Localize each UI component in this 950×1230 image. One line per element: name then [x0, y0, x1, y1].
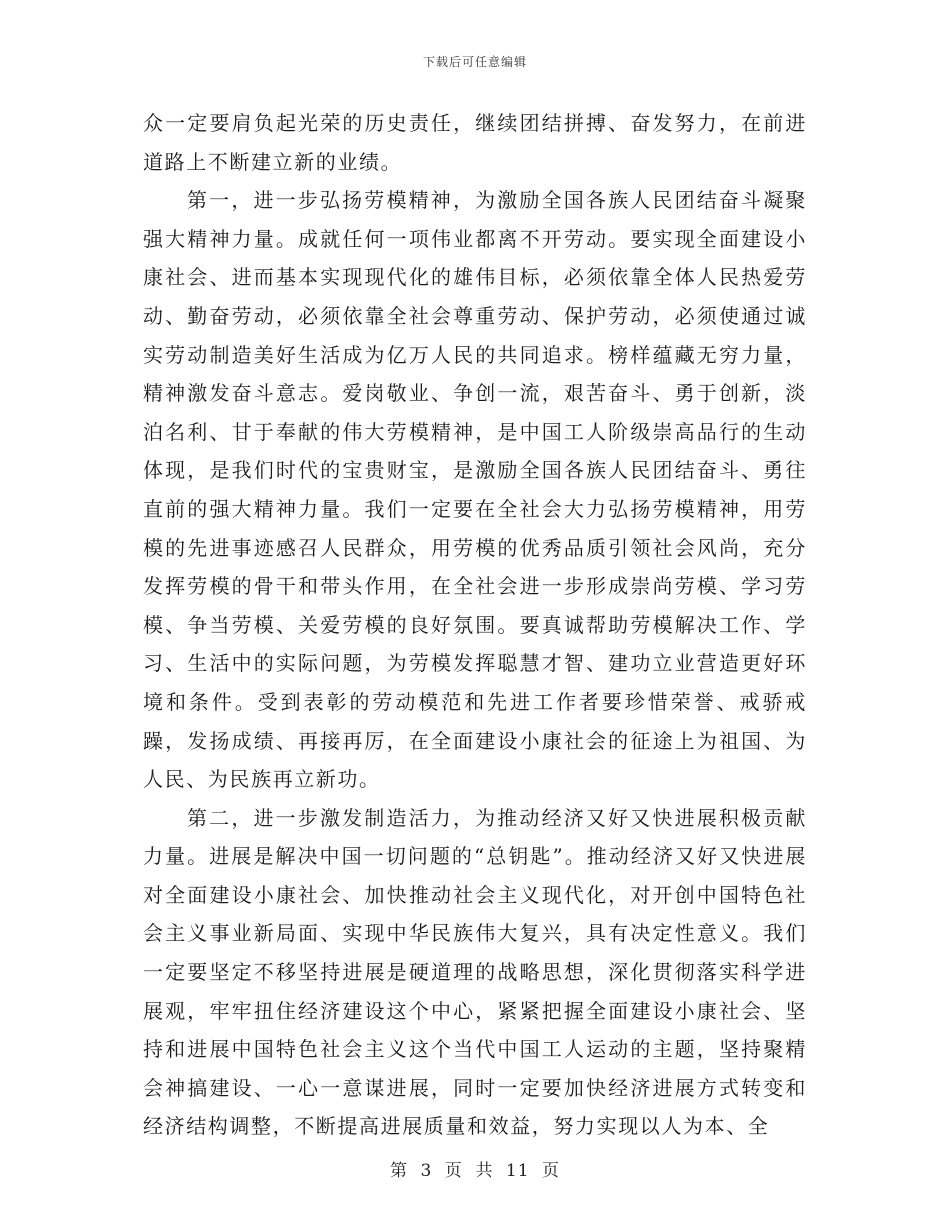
paragraph-continuation: 众一定要肩负起光荣的历史责任，继续团结拼搏、奋发努力，在前进道路上不断建立新的业绩。: [143, 111, 807, 174]
paragraph-first-point: 第一，进一步弘扬劳模精神，为激励全国各族人民团结奋斗凝聚强大精神力量。成就任何一项伟业都离不开劳动。要实现全面建设小康社会、进而基本实现现代化的雄伟目标，必须依靠全体人民热爱劳动、勤奋劳动，必须依靠全社会尊重劳动、保护劳动，必须使通过诚实劳动制造美好生活成为亿万人民的共同追求。榜样蕴藏无穷力量，精神激发奋斗意志。爱岗敬业、争创一流，艰苦奋斗、勇于创新，淡泊名利、甘于奉献的伟大劳模精神，是中国工人阶级崇高品行的生动体现，是我们时代的宝贵财宝，是激励全国各族人民团结奋斗、勇往直前的强大精神力量。我们一定要在全社会大力弘扬劳模精神，用劳模的先进事迹感召人民群众，用劳模的优秀品质引领社会风尚，充分发挥劳模的骨干和带头作用，在全社会进一步形成崇尚劳模、学习劳模、争当劳模、关爱劳模的良好氛围。要真诚帮助劳模解决工作、学习、生活中的实际问题，为劳模发挥聪慧才智、建功立业营造更好环境和条件。受到表彰的劳动模范和先进工作者要珍惜荣誉、戒骄戒躁，发扬成绩、再接再厉，在全面建设小康社会的征途上为祖国、为人民、为民族再立新功。: [143, 188, 807, 792]
footer-suffix: 页: [541, 1161, 560, 1181]
footer-current-page: 3: [420, 1161, 433, 1181]
footer-prefix: 第: [390, 1161, 409, 1181]
page-header-note: 下载后可任意编辑: [422, 55, 527, 69]
footer-middle: 页 共: [444, 1161, 494, 1181]
footer-total-pages: 11: [505, 1161, 530, 1181]
paragraph-second-point: 第二，进一步激发制造活力，为推动经济又好又快进展积极贡献力量。进展是解决中国一切问题的“总钥匙”。推动经济又好又快进展对全面建设小康社会、加快推动社会主义现代化，对开创中国特色社会主义事业新局面、实现中华民族伟大复兴，具有决定性意义。我们一定要坚定不移坚持进展是硬道理的战略思想，深化贯彻落实科学进展观，牢牢扭住经济建设这个中心，紧紧把握全面建设小康社会、坚持和进展中国特色社会主义这个当代中国工人运动的主题，坚持聚精会神搞建设、一心一意谋进展，同时一定要加快经济进展方式转变和经济结构调整，不断提高进展质量和效益，努力实现以人为本、全: [143, 805, 807, 1139]
page-number-footer: [0, 1156, 950, 1181]
document-body: [143, 104, 807, 1146]
